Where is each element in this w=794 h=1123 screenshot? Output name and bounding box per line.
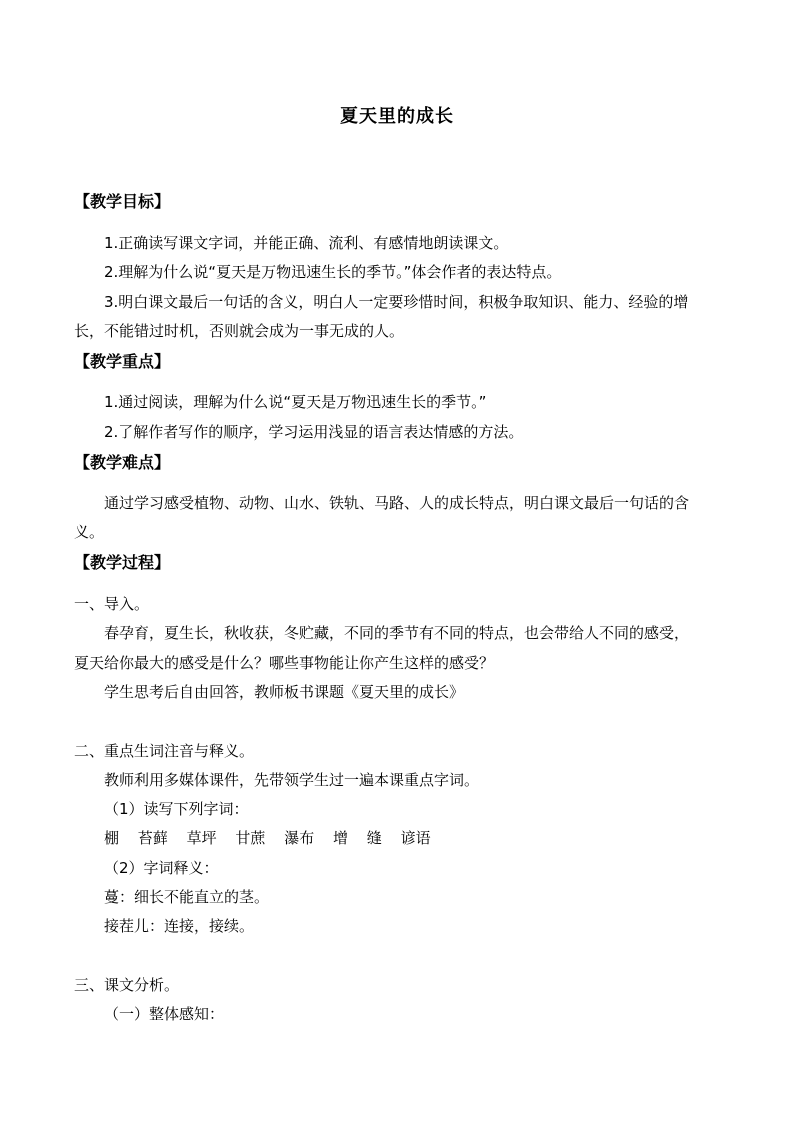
part2-title: 二、重点生词注音与释义。 [74, 742, 255, 760]
section-heading-key: 【教学重点】 [74, 352, 171, 371]
vocab-word: 甘蔗 [235, 829, 266, 847]
difficult-item-1-continued: 义。 [74, 523, 105, 541]
part2-def-1: 蔓：细长不能直立的茎。 [104, 888, 270, 906]
part2-sub2: （2）字词释义： [104, 859, 219, 877]
goal-item-2: 2.理解为什么说“夏天是万物迅速生长的季节。”体会作者的表达特点。 [104, 263, 562, 281]
vocab-word: 棚 [104, 829, 120, 847]
vocab-word: 瀑布 [284, 829, 315, 847]
document-title: 夏天里的成长 [340, 106, 454, 127]
part1-line-2: 夏天给你最大的感受是什么？哪些事物能让你产生这样的感受？ [74, 654, 495, 672]
part1-line-1: 春孕育，夏生长，秋收获，冬贮藏，不同的季节有不同的特点，也会带给人不同的感受， [104, 624, 690, 642]
part2-def-2: 接茬儿：连接，接续。 [104, 917, 255, 935]
vocab-word: 草坪 [186, 829, 217, 847]
vocab-word: 谚语 [400, 829, 431, 847]
part1-title: 一、导入。 [74, 595, 150, 613]
part2-sub1: （1）读写下列字词： [104, 800, 249, 818]
part3-sub1: （一）整体感知： [104, 1005, 225, 1023]
part3-title: 三、课文分析。 [74, 976, 180, 994]
goal-item-3: 3.明白课文最后一句话的含义，明白人一定要珍惜时间，积极争取知识、能力、经验的增 [104, 293, 689, 311]
key-item-2: 2.了解作者写作的顺序，学习运用浅显的语言表达情感的方法。 [104, 423, 524, 441]
vocab-word: 增 [332, 829, 348, 847]
vocabulary-list [104, 827, 445, 849]
section-heading-difficult: 【教学难点】 [74, 453, 171, 472]
part1-line-3: 学生思考后自由回答，教师板书课题《夏天里的成长》 [104, 683, 465, 701]
goal-item-1: 1.正确读写课文字词，并能正确、流利、有感情地朗读课文。 [104, 234, 509, 252]
difficult-item-1: 通过学习感受植物、动物、山水、铁轨、马路、人的成长特点，明白课文最后一句话的含 [104, 494, 690, 512]
vocab-word: 缝 [366, 829, 382, 847]
part2-intro: 教师利用多媒体课件，先带领学生过一遍本课重点字词。 [104, 771, 480, 789]
vocab-word: 苔藓 [137, 829, 168, 847]
key-item-1: 1.通过阅读，理解为什么说“夏天是万物迅速生长的季节。” [104, 393, 487, 411]
section-heading-process: 【教学过程】 [74, 553, 171, 572]
section-heading-goals: 【教学目标】 [74, 192, 171, 211]
goal-item-3-continued: 长，不能错过时机，否则就会成为一事无成的人。 [74, 322, 405, 340]
